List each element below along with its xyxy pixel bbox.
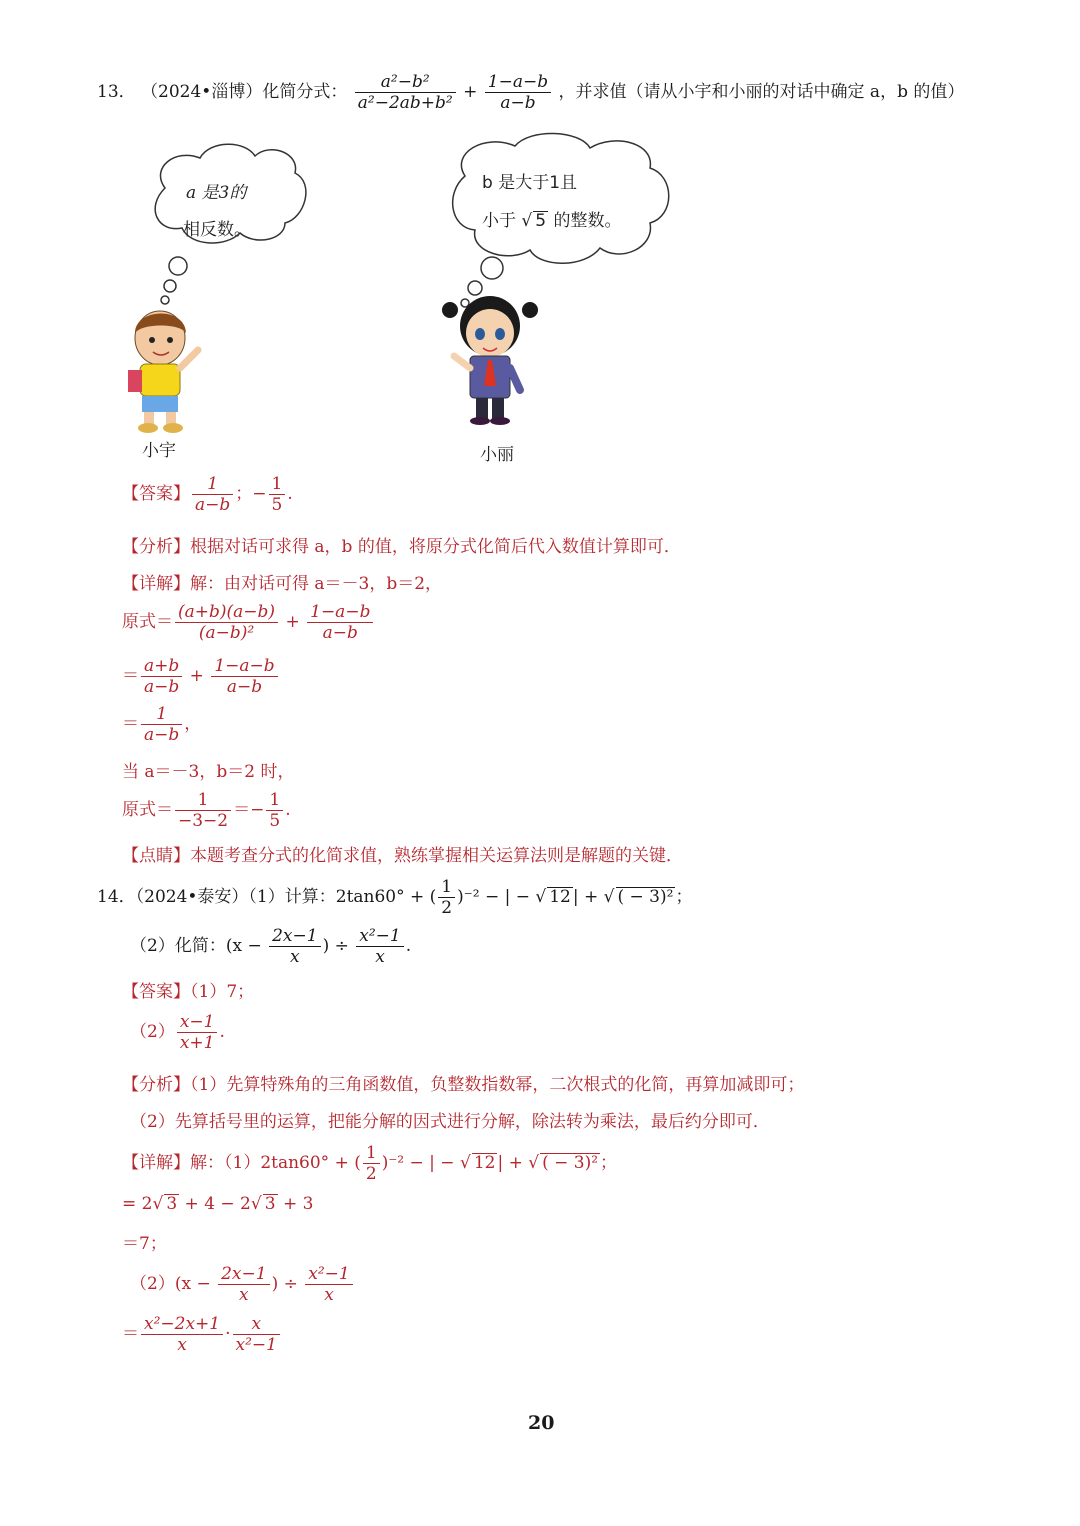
q13-analysis: 【分析】根据对话可求得 a，b 的值，将原分式化简后代入数值计算即可．: [122, 537, 681, 557]
q13-step5: 原式＝ $\frac{1}{-3-2}$ ＝− $\frac{1}{5}$ .: [122, 790, 291, 831]
girl-figure: [442, 296, 538, 425]
q14-analysis1: 【分析】（1）先算特殊角的三角函数值，负整数指数幂，二次根式的化简，再算加减即可；: [122, 1075, 805, 1095]
q13-tail: ，并求值（请从小宇和小丽的对话中确定 a，b 的值）: [558, 82, 965, 102]
q13-answer: 【答案】 $\frac{1}{a-b}$ ；− $\frac{1}{5}$ .: [122, 474, 293, 515]
q13-comment: 【点睛】本题考查分式的化简求值，熟练掌握相关运算法则是解题的关键．: [122, 846, 683, 866]
q14-line3: ＝7；: [122, 1234, 167, 1254]
q13-source: （2024•淄博）化简分式：: [141, 82, 348, 102]
q14-detail: 【详解】解：（1）2tan60° + ( $\frac{1}{2}$ )⁻² − | − √ 12 | + √ ( − 3)² ；: [122, 1143, 618, 1184]
q14-answer1: 【答案】（1）7；: [122, 982, 255, 1002]
q13-fraction-1: $\frac{\text{a²−b²}}{\text{a²−2ab+b²}}$: [355, 72, 456, 113]
bubble-left-line1: a 是3的: [186, 183, 247, 203]
bubble-right-line1: b 是大于1且: [482, 173, 578, 193]
q13-step3: ＝ $\frac{1}{a-b}$ ，: [122, 704, 202, 745]
q14-last-line: ＝ $\frac{\text{x²−2x+1}}{x}$ · $\frac{x}{\text{x²−1}}$: [122, 1314, 282, 1355]
q14-part2: （2）化简：(x − $\frac{2x-1}{x}$ ) ÷ $\frac{\text{x²−1}}{x}$ .: [130, 926, 412, 967]
q13-number: 13．: [97, 82, 136, 102]
q13-fraction-2: $\frac{1-a-b}{a-b}$: [485, 72, 551, 113]
boy-figure: [128, 311, 198, 433]
q14-stem: 14．（2024•泰安）（1）计算：2tan60° + ( $\frac{1}{2}$ )⁻² − | − √ 12 | + √ ( − 3)² ；: [97, 877, 693, 918]
bubble-left-line2: 相反数。: [183, 220, 251, 240]
page-number: 20: [528, 1412, 555, 1434]
q14-part2-detail: （2）(x − $\frac{2x-1}{x}$ ) ÷ $\frac{\text{x²−1}}{x}$: [130, 1264, 355, 1305]
name-boy: 小宇: [142, 441, 176, 461]
q14-line2: = 2√ 3 + 4 − 2√ 3 + 3: [122, 1194, 314, 1214]
q13-step2: ＝ $\frac{a+b}{a-b}$ + $\frac{1-a-b}{a-b}$: [122, 656, 280, 697]
q13-detail: 【详解】解：由对话可得 a＝－3，b＝2，: [122, 574, 443, 594]
bubble-right-line2: 小于 √ 5 的整数。: [482, 211, 622, 231]
q14-answer2: （2） $\frac{x-1}{x+1}$ .: [130, 1012, 225, 1053]
q13-stem: 13． （2024•淄博）化简分式： $\frac{\text{a²−b²}}{\text{a²−2ab+b²}}$ + $\frac{1-a-b}{a-b}$ ，并求值（请从小宇和小丽的对话中确定 a，b 的值）: [97, 72, 965, 113]
q13-step1: 原式＝ $\frac{(a+b)(a-b)}{\text{(a−b)²}}$ + $\frac{1-a-b}{a-b}$: [122, 602, 375, 643]
q14-analysis2: （2）先算括号里的运算，把能分解的因式进行分解，除法转为乘法，最后约分即可．: [130, 1112, 770, 1132]
name-girl: 小丽: [480, 445, 514, 465]
q13-step4: 当 a＝－3，b＝2 时，: [122, 762, 295, 782]
